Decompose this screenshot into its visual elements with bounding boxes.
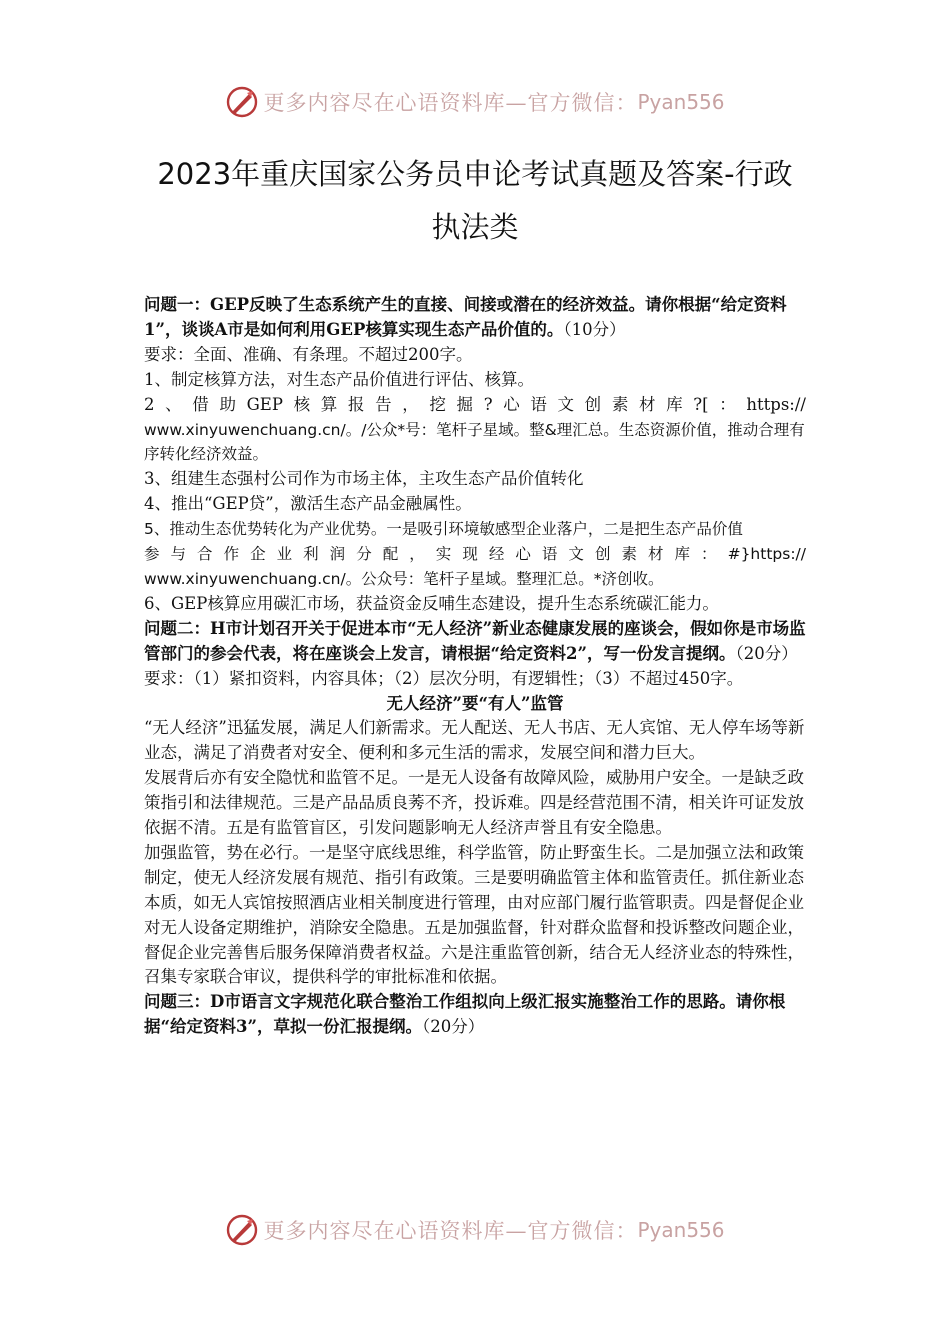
q2-requirement: 要求：（1）紧扣资料，内容具体；（2）层次分明，有逻辑性；（3）不超过450字。 (144, 668, 744, 688)
question-1-points: （10分） (563, 319, 626, 339)
footer-watermark-banner (0, 1208, 950, 1252)
footer-banner-wechat-id: Pyan556 (637, 1218, 725, 1242)
q1-answer-1: 1、制定核算方法，对生态产品价值进行评估、核算。 (144, 369, 534, 389)
document-body (144, 293, 806, 1040)
q1-answer-2-line1: 2、借助GEP核算报告，挖掘?心语文创素材库?[：https:// (144, 394, 806, 414)
banner-text: 更多内容尽在心语资料库—官方微信： (263, 91, 638, 115)
header-watermark-banner (0, 80, 950, 124)
title-line-2: 执法类 (431, 210, 519, 244)
page-title (140, 148, 810, 254)
question-3-points: （20分） (421, 1017, 485, 1037)
q1-answer-2-rest: www.xinyuwenchuang.cn/。/公众*号：笔杆子星域。整&理汇总。生态资源价值，推动合理有序转化经济效益。 (144, 420, 805, 464)
q2-answer-paragraph-2: 发展背后亦有安全隐忧和监管不足。一是无人设备有故障风险，威胁用户安全。一是缺乏政策指引和法律规范。三是产品品质良莠不齐，投诉难。四是经营范围不清，相关许可证发放依据不清。五是有监管盲区，引发问题影响无人经济声誉且有安全隐患。 (144, 768, 804, 838)
question-3 (144, 990, 806, 1040)
question-3-text: 问题三：D市语言文字规范化联合整治工作组拟向上级汇报实施整治工作的思路。请你根据“给定资料3”，草拟一份汇报提纲。 (144, 992, 786, 1037)
brush-logo-icon (225, 1213, 259, 1247)
question-1 (144, 293, 806, 343)
q2-answer-heading: 无人经济”要“有人”监管 (386, 693, 564, 713)
banner-wechat-id: Pyan556 (637, 90, 725, 114)
q1-answer-4: 4、推出“GEP贷”，激活生态产品金融属性。 (144, 494, 472, 514)
title-line-1: 2023年重庆国家公务员申论考试真题及答案-行政 (157, 157, 793, 191)
q1-answer-5-line3: www.xinyuwenchuang.cn/。公众号：笔杆子星域。整理汇总。*济创收。 (144, 569, 664, 588)
q1-answer-3: 3、组建生态强村公司作为市场主体，主攻生态产品价值转化 (144, 469, 584, 489)
question-1-text: 问题一：GEP反映了生态系统产生的直接、间接或潜在的经济效益。请你根据“给定资料1”，谈谈A市是如何利用GEP核算实现生态产品价值的。 (144, 295, 787, 339)
q1-answer-5-line1: 5、推动生态优势转化为产业优势。一是吸引环境敏感型企业落户，二是把生态产品价值 (144, 520, 743, 539)
q1-requirement: 要求：全面、准确、有条理。不超过200字。 (144, 344, 473, 364)
question-2-text: 问题二：H市计划召开关于促进本市“无人经济”新业态健康发展的座谈会，假如你是市场监管部门的参会代表，将在座谈会上发言，请根据“给定资料2”，写一份发言提纲。 (144, 618, 806, 663)
q2-answer-paragraph-3: 加强监管，势在必行。一是坚守底线思维，科学监管，防止野蛮生长。二是加强立法和政策制定，使无人经济发展有规范、指引有政策。三是要明确监管主体和监管责任。抓住新业态本质，如无人宾馆按照酒店业相关制度进行管理，由对应部门履行监管职责。四是督促企业对无人设备定期维护，消除安全隐患。五是加强监督，针对群众监督和投诉整改问题企业，督促企业完善售后服务保障消费者权益。六是注重监管创新，结合无人经济业态的特殊性，召集专家联合审议，提供科学的审批标准和依据。 (144, 842, 804, 987)
question-2-points: （20分） (735, 643, 798, 663)
brush-logo-icon (225, 85, 259, 119)
question-2 (144, 617, 806, 667)
q1-answer-6: 6、GEP核算应用碳汇市场，获益资金反哺生态建设，提升生态系统碳汇能力。 (144, 593, 719, 613)
footer-banner-text: 更多内容尽在心语资料库—官方微信： (263, 1219, 638, 1243)
q1-answer-5-line2: 参与合作企业利润分配，实现经心语文创素材库：#}https:// (144, 545, 806, 564)
q2-answer-paragraph-1: “无人经济”迅猛发展，满足人们新需求。无人配送、无人书店、无人宾馆、无人停车场等新业态，满足了消费者对安全、便利和多元生活的需求，发展空间和潜力巨大。 (144, 718, 805, 763)
